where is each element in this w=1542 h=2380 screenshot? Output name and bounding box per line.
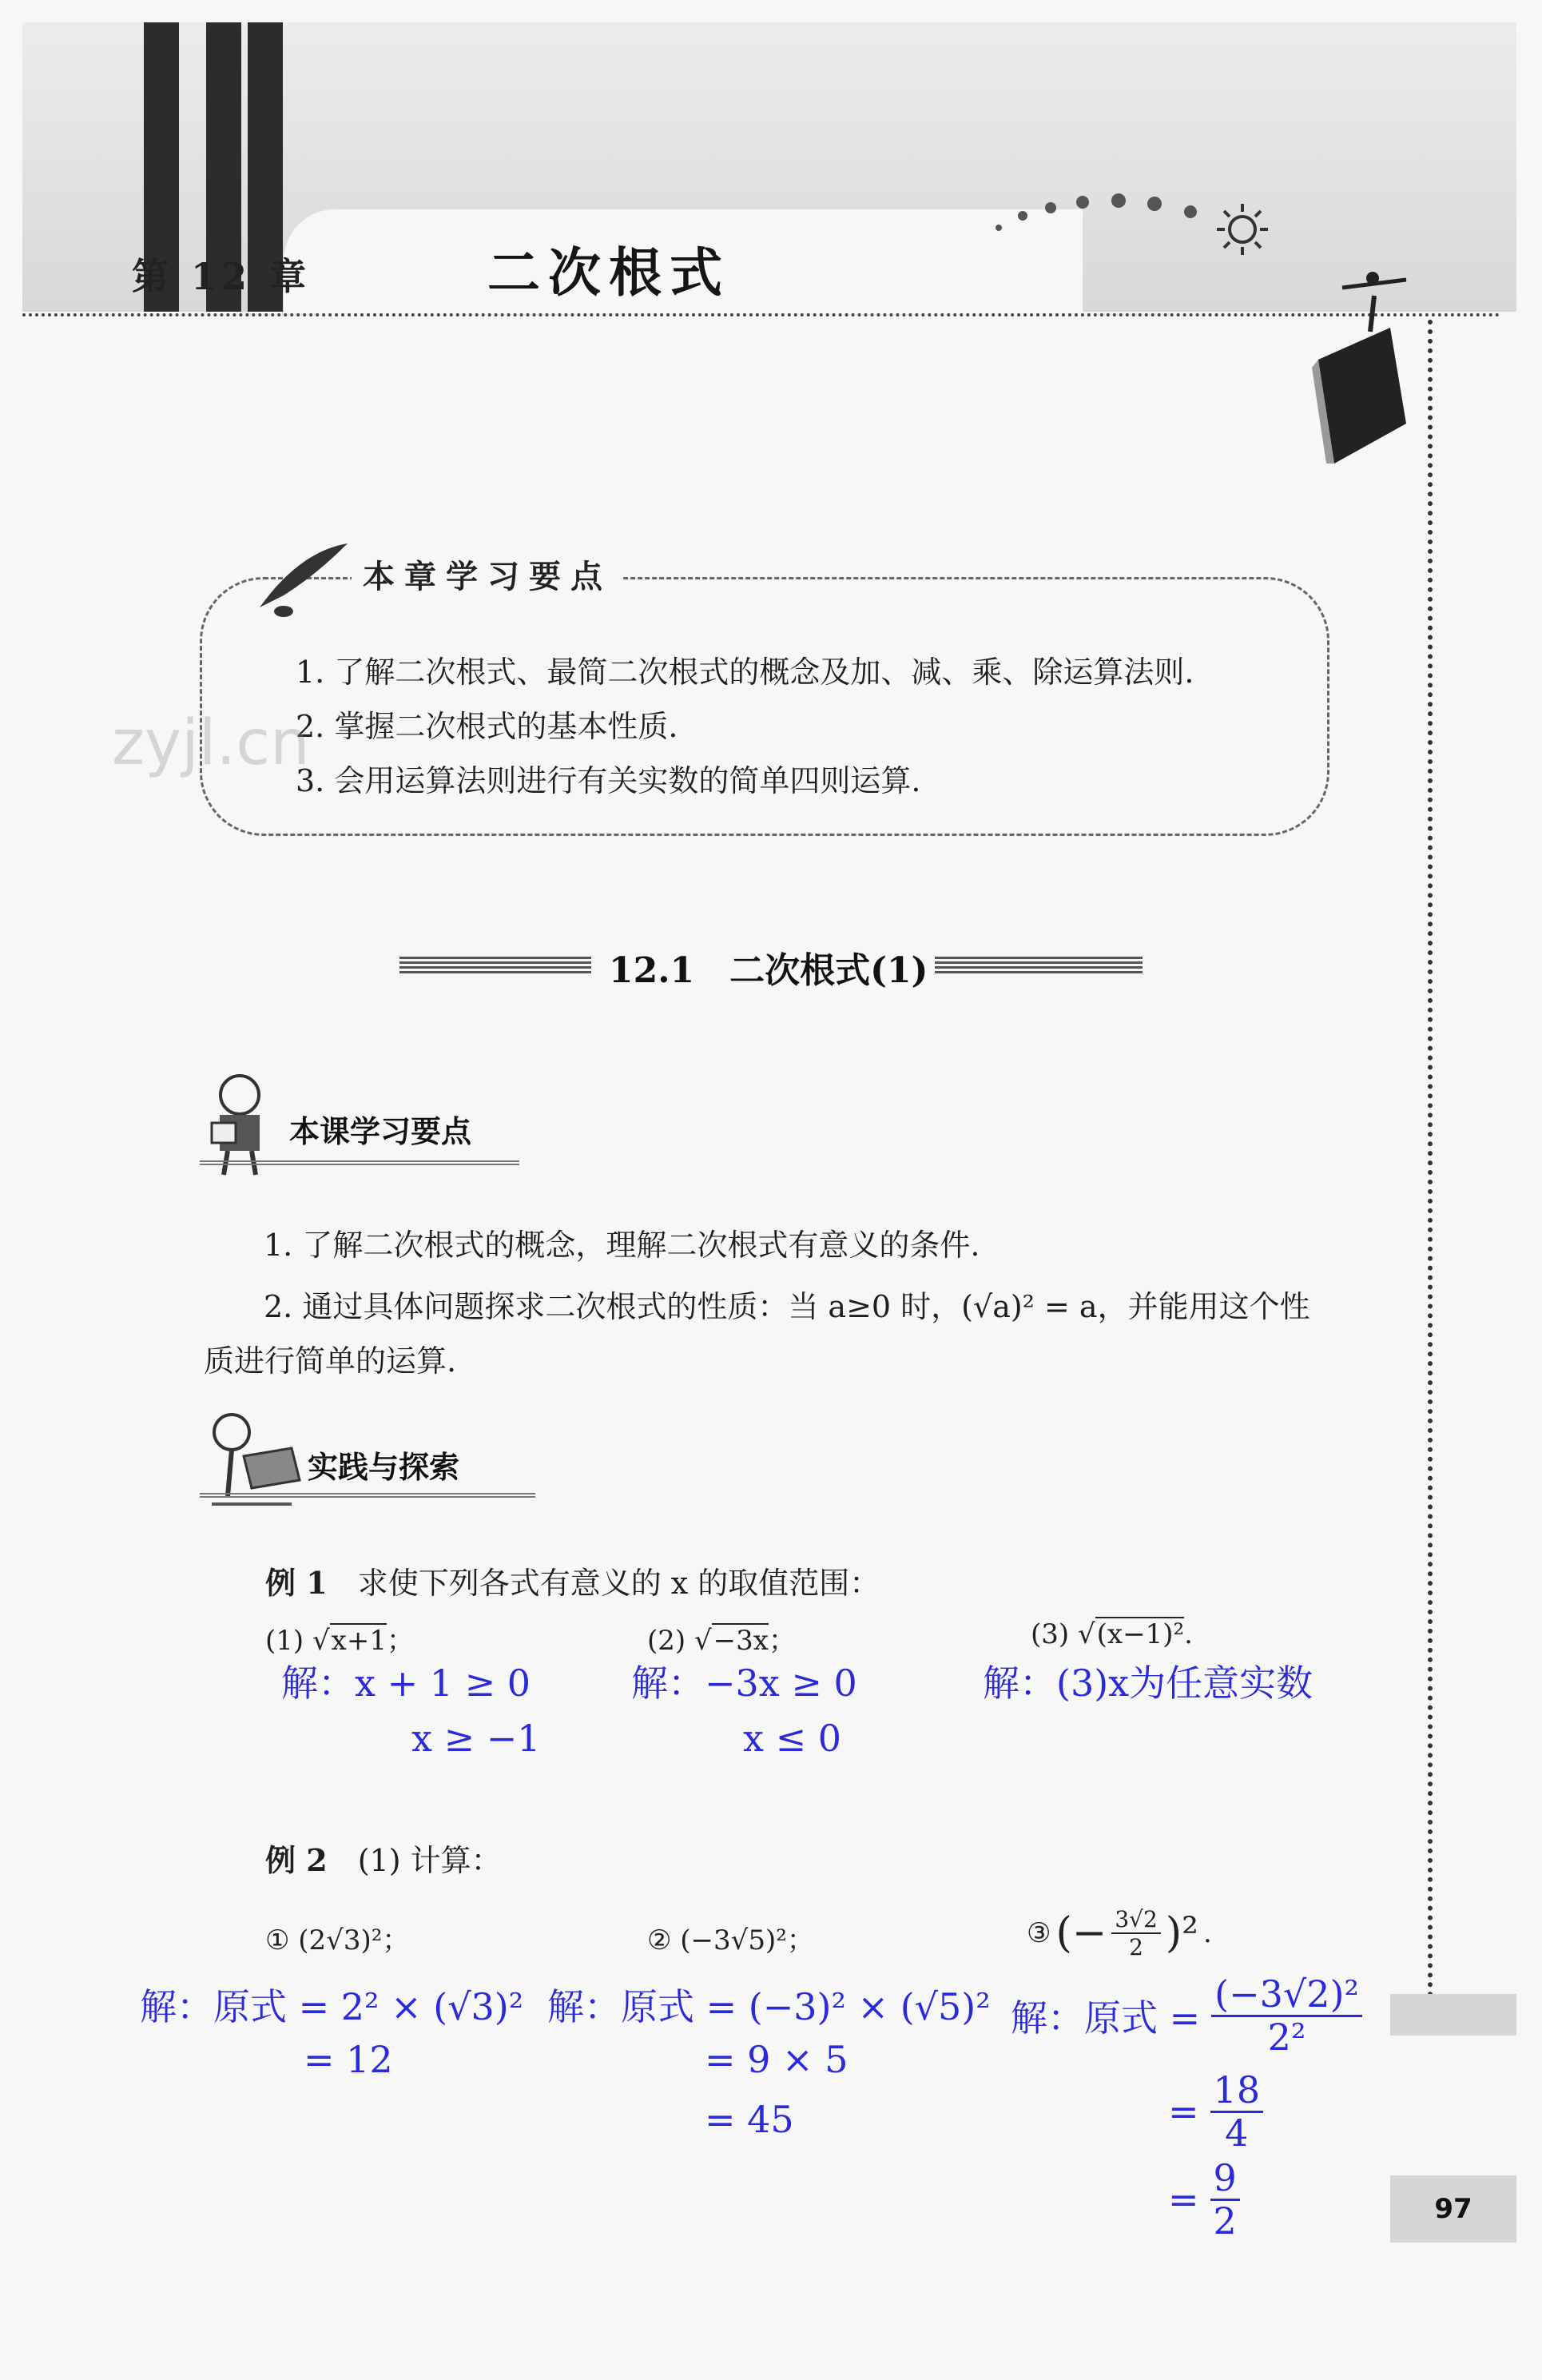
example2-heading <box>265 1836 502 1880</box>
problem-expression: −3x <box>713 1625 769 1657</box>
fraction-denominator: 2² <box>1267 2015 1306 2059</box>
example2-label: 例 2 <box>265 1842 328 1878</box>
example2-answer-2-line1: 解：原式 = (−3)² × (√5)² <box>547 1985 991 2028</box>
section-title: 12.1 二次根式(1) <box>609 950 928 991</box>
fraction-numerator: 18 <box>1210 2070 1264 2113</box>
example1-problem-1: (1) √x+1； <box>265 1625 414 1657</box>
practice-heading: 实践与探索 <box>308 1450 460 1485</box>
chapter-label: 第 12 章 <box>132 255 312 298</box>
fraction <box>1210 2070 1264 2153</box>
chapter-title: 二次根式 <box>487 242 730 304</box>
chapter-keypoint-item: 3. 会用运算法则进行有关实数的简单四则运算. <box>296 763 921 798</box>
section-rule-right <box>935 957 1143 974</box>
equals-sign: = <box>1168 2090 1199 2134</box>
problem-label: (3) <box>1031 1618 1070 1650</box>
chapter-keypoints-tag: 本章学习要点 <box>352 551 623 597</box>
example1-problem-3: (3) √(x−1)². <box>1031 1618 1193 1650</box>
answer-prefix: 解：原式 = <box>1011 1996 1201 2040</box>
section-rule-left <box>399 957 591 974</box>
problem-label: (1) <box>265 1625 304 1657</box>
example2-answer-1-line1: 解：原式 = 2² × (√3)² <box>140 1985 524 2028</box>
example1-label: 例 1 <box>265 1565 328 1601</box>
fraction <box>1111 1906 1160 1960</box>
problem-end: ； <box>386 1625 414 1657</box>
example2-answer-3-line2 <box>1168 2070 1263 2153</box>
right-dotted-rule <box>1428 320 1433 1998</box>
example2-prompt: (1) 计算： <box>357 1843 502 1878</box>
problem-expression: x+1 <box>331 1625 387 1657</box>
heading-underline <box>200 1493 535 1498</box>
lesson-keypoint-item: 1. 了解二次根式的概念，理解二次根式有意义的条件. <box>264 1228 980 1263</box>
lesson-keypoints-heading: 本课学习要点 <box>289 1114 472 1149</box>
decorative-dots-sun-icon <box>991 180 1294 260</box>
paren-close: )² <box>1165 1909 1198 1957</box>
example1-answer-3-line1: 解：(3)x为任意实数 <box>983 1662 1313 1705</box>
example1-problem-2: (2) √−3x； <box>647 1625 796 1657</box>
example2-answer-2-line3: = 45 <box>705 2098 794 2141</box>
example2-answer-3-line1 <box>1011 1974 1362 2057</box>
fraction-numerator: (−3√2)² <box>1211 1974 1362 2017</box>
fraction <box>1210 2158 1240 2241</box>
example2-problem-2: ② (−3√5)²； <box>647 1924 814 1956</box>
example1-prompt: 求使下列各式有意义的 x 的取值范围： <box>357 1566 880 1601</box>
side-tab <box>1390 1994 1516 2036</box>
problem-end: ； <box>768 1625 796 1657</box>
paren-open: (− <box>1055 1909 1107 1957</box>
problem-end: . <box>1202 1917 1212 1949</box>
example2-answer-1-line2: = 12 <box>304 2038 393 2081</box>
heading-underline <box>200 1160 519 1165</box>
watermark: zyjl.cn <box>112 707 310 779</box>
chapter-keypoint-item: 1. 了解二次根式、最简二次根式的概念及加、减、乘、除运算法则. <box>296 655 1194 690</box>
equals-sign: = <box>1168 2178 1199 2222</box>
header-dotted-rule <box>22 313 1500 316</box>
problem-label: (2) <box>647 1625 686 1657</box>
problem-end: . <box>1184 1618 1193 1650</box>
fraction-denominator: 2 <box>1213 2199 1237 2243</box>
fraction-numerator: 3√2 <box>1111 1906 1160 1934</box>
fraction-numerator: 9 <box>1210 2158 1240 2201</box>
chapter-keypoint-item: 2. 掌握二次根式的基本性质. <box>296 709 678 744</box>
page-number: 97 <box>1390 2175 1516 2243</box>
fraction-denominator: 4 <box>1225 2111 1249 2155</box>
example1-heading <box>265 1558 880 1602</box>
fraction-denominator: 2 <box>1129 1934 1143 1960</box>
example1-answer-2-line1: 解：−3x ≥ 0 <box>631 1662 857 1705</box>
example1-answer-1-line2: x ≥ −1 <box>411 1717 541 1760</box>
lesson-keypoint-item-continued: 质进行简单的运算. <box>204 1343 457 1379</box>
problem-expression: (x−1)² <box>1096 1618 1185 1650</box>
problem-label: ③ <box>1027 1917 1051 1949</box>
example2-problem-1: ① (2√3)²； <box>265 1924 410 1956</box>
example2-answer-3-line3 <box>1168 2158 1240 2241</box>
quill-pen-icon <box>252 535 356 623</box>
example1-answer-1-line1: 解：x + 1 ≥ 0 <box>281 1662 531 1705</box>
balancing-figure-icon <box>1294 264 1438 472</box>
example2-problem-3 <box>1027 1906 1212 1960</box>
example2-answer-2-line2: = 9 × 5 <box>705 2038 848 2081</box>
lesson-keypoint-item: 2. 通过具体问题探求二次根式的性质：当 a≥0 时，(√a)² = a，并能用这个性 <box>264 1289 1310 1324</box>
example1-answer-2-line2: x ≤ 0 <box>743 1717 841 1760</box>
fraction <box>1211 1974 1362 2057</box>
